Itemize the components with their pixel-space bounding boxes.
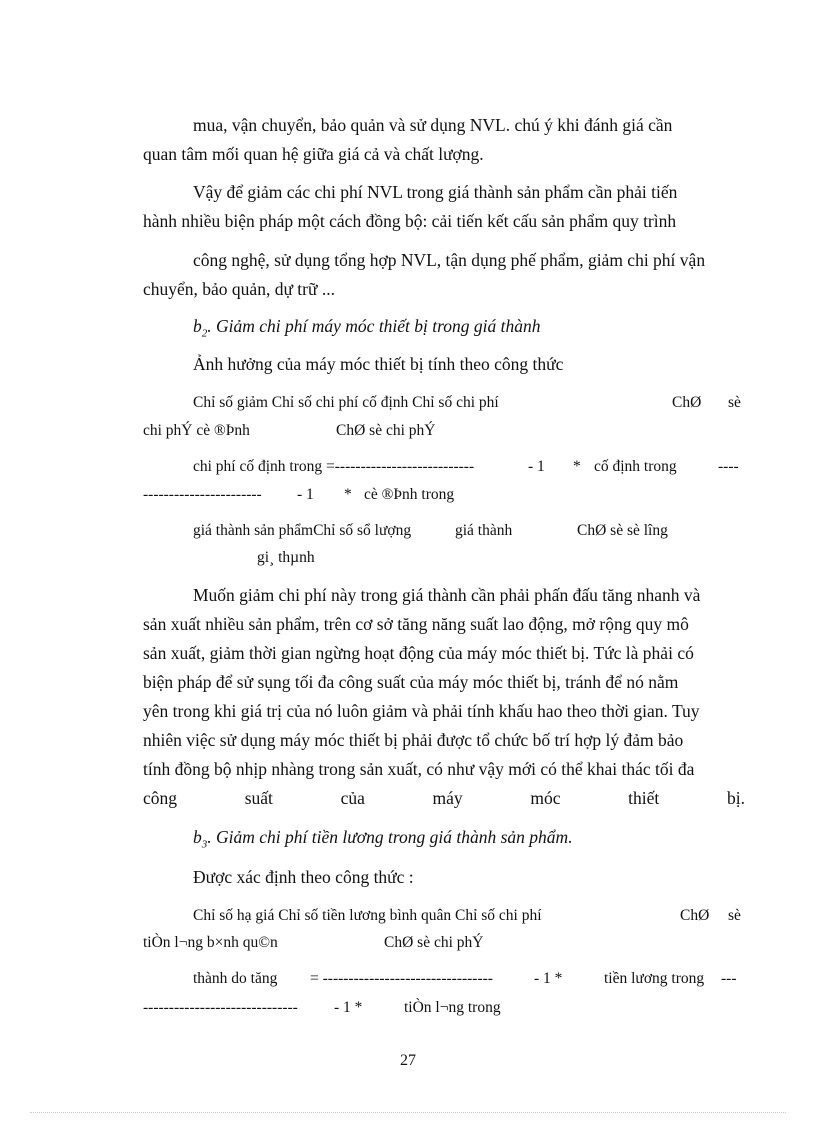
paragraph-line: Muốn giảm chi phí này trong giá thành cần phải phấn đấu tăng nhanh và — [193, 585, 701, 605]
paragraph-line: Vậy để giảm các chi phí NVL trong giá thành sản phẩm cần phải tiến — [193, 182, 678, 202]
page-number: 27 — [400, 1052, 416, 1069]
document-page: mua, vận chuyển, bảo quản và sử dụng NVL. chú ý khi đánh giá cần quan tâm mối quan hệ giữa giá cả và chất lượng. Vậy để giảm các chi phí NVL trong giá thành sản phẩm cần phải tiến hành nhiều biện pháp một cách đồng bộ: cải tiến kết cấu sản phẩm quy trình công nghệ, sử dụng tổng hợp NVL, tận dụng phế phẩm, giảm chi phí vận chuyển, bảo quản, dự trữ ... $b_2$. Giảm chi phí máy móc thiết bị trong giá thành Ảnh hưởng của máy móc thiết bị tính theo công thức Chỉ số giảm Chỉ số chi phí cố định Chỉ số chi phí ChØ sè chi phÝ cè ®Þnh ChØ sè chi phÝ chi phí cố định trong =--------------------------- - 1 * cố định trong ---- ----------------------- - 1 * cè ®Þnh trong giá thành sản phẩmChỉ số sổ lượng giá thành ChØ sè sè lîng gi¸ thµnh Muốn giảm chi phí này trong giá thành cần phải phấn đấu tăng nhanh và sản xuất nhiều sản phẩm, trên cơ sở tăng năng suất lao động, mở rộng quy mô sản xuất, giảm thời gian ngừng hoạt động của máy móc thiết bị. Tức là phải có biện pháp để sử sụng tối đa công suất của máy móc thiết bị, tránh để nó nằm yên trong khi giá trị của nó luôn giảm và phải tính khấu hao theo thời gian. Tuy nhiên việc sử dụng máy móc thiết bị phải được tổ chức bố trí hợp lý đảm bảo tính đồng bộ nhịp nhàng trong sản xuất, có như vậy mới có thể khai thác tối đa công suất của máy móc thiết bị. $b_3$. Giảm chi phí tiền lương trong giá thành sản phẩm. Được xác định theo công thức : Chỉ số hạ giá Chỉ số tiền lương bình quân Chỉ số chi phí ChØ sè tiÒn l¬ng b×nh qu©n ChØ sè chi phÝ thành do tăng = --------------------------------- - 1 * tiền lương trong --- ------------------------------ - 1 * tiÒn l¬ng trong 27 — [0, 0, 816, 1123]
paragraph-line: tính đồng bộ nhịp nhàng trong sản xuất, có như vậy mới có thể khai thác tối đa — [143, 759, 695, 779]
section-heading-b3: $b_3$. Giảm chi phí tiền lương trong giá thành sản phẩm. — [193, 827, 573, 851]
paragraph-line: quan tâm mối quan hệ giữa giá cả và chất lượng. — [143, 144, 484, 164]
paragraph-line: hành nhiều biện pháp một cách đồng bộ: cải tiến kết cấu sản phẩm quy trình — [143, 211, 677, 231]
paragraph-line: công nghệ, sử dụng tổng hợp NVL, tận dụng phế phẩm, giảm chi phí vận — [193, 250, 706, 270]
paragraph-line-justified: công suất của máy móc thiết bị. — [143, 788, 745, 808]
section-heading-b2: $b_2$. Giảm chi phí máy móc thiết bị trong giá thành — [193, 316, 541, 340]
paragraph-line: sản xuất nhiều sản phẩm, trên cơ sở tăng năng suất lao động, mở rộng quy mô — [143, 614, 689, 634]
paragraph-line: sản xuất, giảm thời gian ngừng hoạt động của máy móc thiết bị. Tức là phải có — [143, 643, 694, 663]
paragraph-line: biện pháp để sử sụng tối đa công suất của máy móc thiết bị, tránh để nó nằm — [143, 672, 679, 692]
formula-intro: Ảnh hưởng của máy móc thiết bị tính theo công thức — [193, 354, 564, 374]
paragraph-line: nhiên việc sử dụng máy móc thiết bị phải được tổ chức bố trí hợp lý đảm bảo — [143, 730, 684, 750]
page-bottom-divider — [30, 1112, 786, 1113]
formula-intro: Được xác định theo công thức : — [193, 867, 414, 887]
paragraph-line: chuyển, bảo quản, dự trữ ... — [143, 279, 335, 299]
paragraph-line: yên trong khi giá trị của nó luôn giảm và phải tính khấu hao theo thời gian. Tuy — [143, 701, 700, 721]
paragraph-line: mua, vận chuyển, bảo quản và sử dụng NVL. chú ý khi đánh giá cần — [193, 115, 673, 135]
